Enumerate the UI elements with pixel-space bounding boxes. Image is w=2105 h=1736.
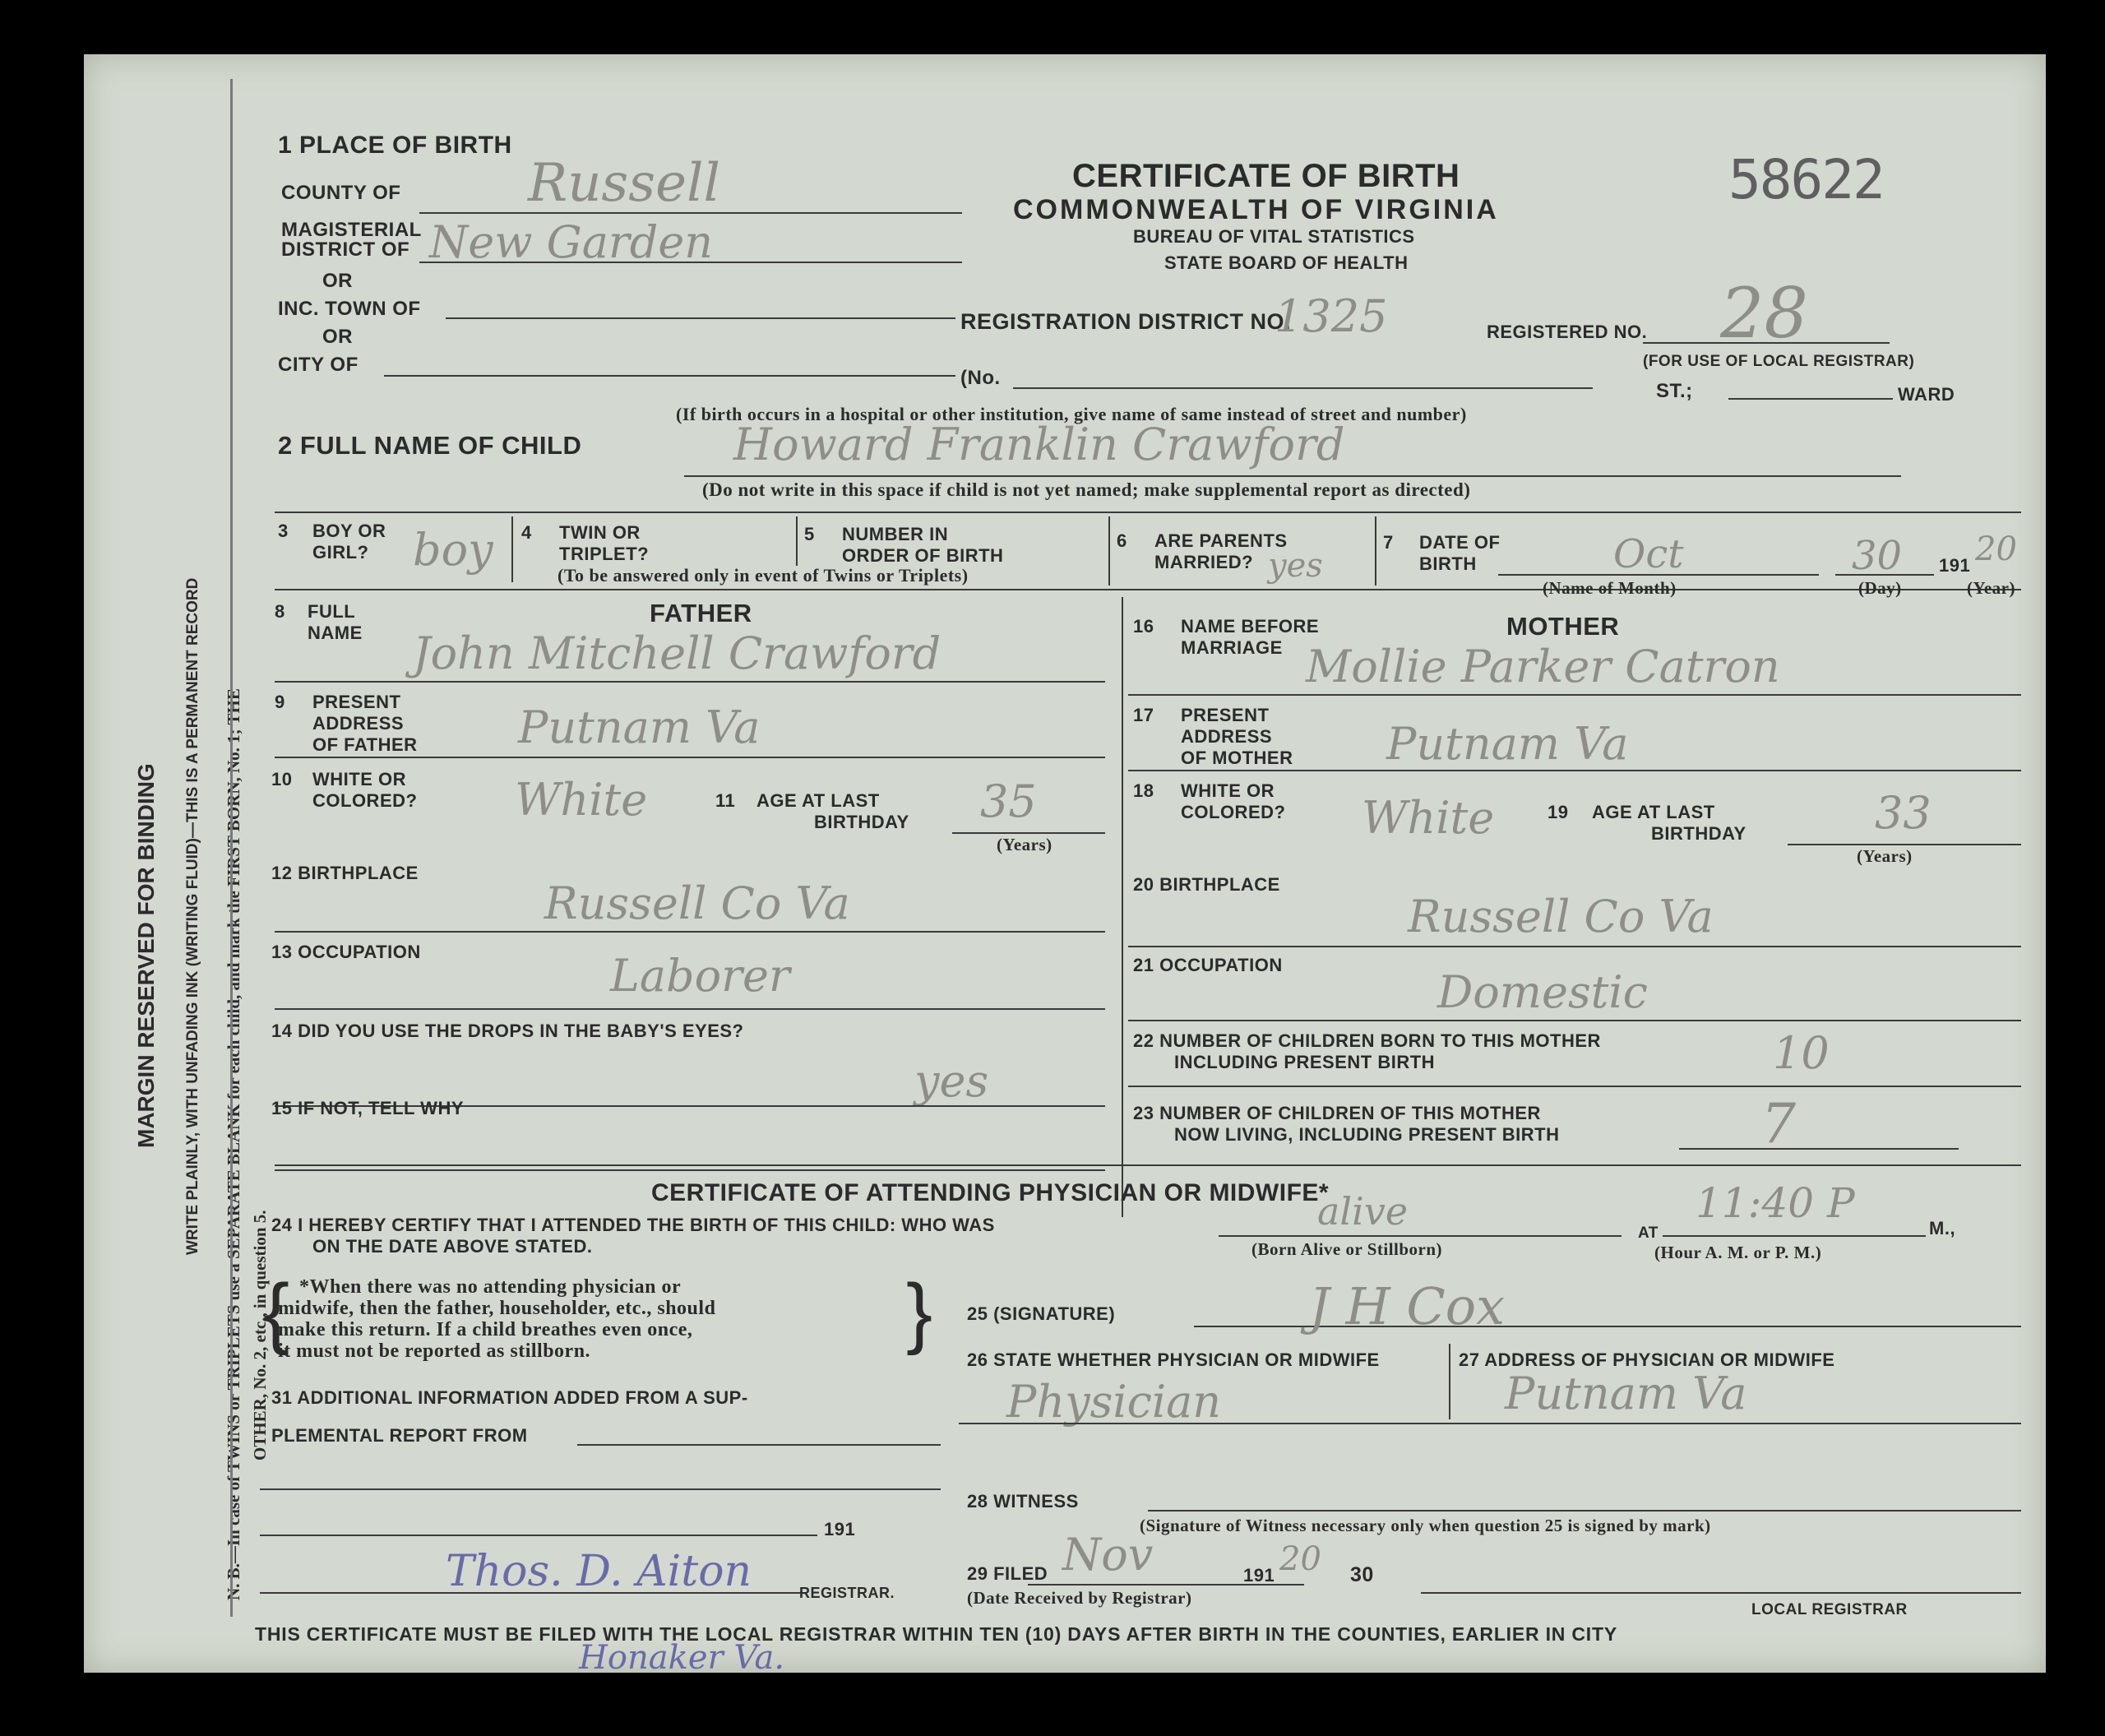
item-18-num: 18 [1133, 780, 1154, 801]
married-label-2: MARRIED? [1154, 552, 1254, 572]
year-note: (Year) [1967, 578, 2015, 598]
additional-info-label-1: 31 ADDITIONAL INFORMATION ADDED FROM A SUP- [271, 1387, 748, 1408]
section-26-27-divider [1449, 1344, 1450, 1419]
children-born-value: 10 [1773, 1027, 1830, 1079]
mother-name-value: Mollie Parker Catron [1306, 641, 1780, 692]
physician-type-value: Physician [1006, 1376, 1222, 1428]
order-label-2: ORDER OF BIRTH [842, 545, 1004, 566]
item-19-num: 19 [1548, 802, 1569, 822]
drops-label: 14 DID YOU USE THE DROPS IN THE BABY'S EYES? [271, 1021, 744, 1041]
registrar-label: REGISTRAR. [799, 1585, 895, 1601]
certificate-title: CERTIFICATE OF BIRTH [1072, 158, 1460, 194]
margin-binding-text: MARGIN RESERVED FOR BINDING [133, 763, 159, 1148]
mother-occupation-label: 21 OCCUPATION [1133, 955, 1283, 975]
item-7-num: 7 [1383, 532, 1394, 553]
filed-day-value: 30 [1350, 1563, 1374, 1586]
children-living-line [1679, 1148, 1959, 1150]
additional-info-label-2: PLEMENTAL REPORT FROM [271, 1425, 528, 1446]
day-note: (Day) [1858, 578, 1902, 598]
item-4-num: 4 [521, 522, 532, 543]
physician-heading: CERTIFICATE OF ATTENDING PHYSICIAN OR MIDWIFE* [651, 1179, 1330, 1206]
st-label: ST.; [1656, 380, 1693, 402]
father-years-note: (Years) [997, 835, 1052, 854]
registrar-signature: Thos. D. Aiton [446, 1547, 752, 1596]
margin-note-2: OTHER, No. 2, etc., in question 5. [250, 1210, 270, 1461]
father-color-value: White [515, 774, 648, 826]
row3-divider-3 [1108, 516, 1110, 586]
footnote-line-1: *When there was no attending physician or [299, 1276, 682, 1298]
children-born-label-1: 22 NUMBER OF CHILDREN BORN TO THIS MOTHER [1133, 1030, 1601, 1051]
row3-divider-2 [796, 516, 798, 566]
mother-occupation-line [1128, 1020, 2021, 1021]
father-birthplace-value: Russell Co Va [544, 877, 850, 929]
filed-month-value: Nov [1062, 1529, 1154, 1581]
county-label: COUNTY OF [281, 182, 401, 204]
dob-month-value: Oct [1613, 531, 1684, 577]
father-name-line [275, 681, 1105, 683]
footnote-line-3: make this return. If a child breathes even once, [278, 1319, 693, 1340]
item-17-num: 17 [1133, 705, 1154, 725]
footnote-brace-right: } [906, 1268, 933, 1356]
or-label-2: OR [322, 326, 353, 348]
children-living-label-2: NOW LIVING, INCLUDING PRESENT BIRTH [1174, 1124, 1560, 1145]
father-name-label-1: FULL [308, 601, 356, 622]
child-name-label: 2 FULL NAME OF CHILD [278, 431, 582, 460]
mother-color-label-2: COLORED? [1181, 802, 1286, 822]
ward-label: WARD [1898, 384, 1955, 405]
certificate-paper [84, 54, 2046, 1677]
mother-name-label-2: MARRIAGE [1181, 637, 1283, 658]
filed-year-suffix: 20 [1279, 1540, 1321, 1578]
registrar-line [260, 1592, 803, 1594]
mother-years-note: (Years) [1857, 846, 1913, 866]
dob-label-2: BIRTH [1419, 553, 1477, 574]
father-color-label-1: WHITE OR [312, 769, 406, 789]
father-birthplace-label: 12 BIRTHPLACE [271, 863, 419, 883]
father-addr-line [275, 757, 1105, 758]
dob-label-1: DATE OF [1419, 532, 1501, 553]
place-heading: 1 PLACE OF BIRTH [278, 132, 512, 159]
if-not-label: 15 IF NOT, TELL WHY [271, 1098, 465, 1118]
witness-note: (Signature of Witness necessary only when question 25 is signed by mark) [1140, 1516, 1711, 1535]
mother-addr-line [1128, 770, 2021, 771]
mother-addr-value: Putnam Va [1386, 718, 1629, 770]
dob-year-suffix: 20 [1975, 530, 2017, 568]
mother-birthplace-line [1128, 946, 2021, 947]
boy-girl-label-2: GIRL? [312, 542, 369, 562]
item-8-num: 8 [275, 601, 285, 622]
dob-day-value: 30 [1852, 533, 1903, 579]
board-label: STATE BOARD OF HEALTH [1164, 252, 1409, 273]
children-born-line [1128, 1086, 2021, 1087]
additional-line-1 [577, 1444, 941, 1446]
filed-year-prefix: 191 [1243, 1565, 1275, 1586]
certify-text-2: ON THE DATE ABOVE STATED. [312, 1236, 593, 1257]
month-note: (Name of Month) [1543, 578, 1677, 598]
father-name-label-2: NAME [308, 623, 363, 643]
footnote-line-4: it must not be reported as stillborn. [278, 1340, 591, 1362]
mother-birthplace-label: 20 BIRTHPLACE [1133, 874, 1280, 895]
child-name-value: Howard Franklin Crawford [733, 419, 1345, 470]
footer-text: THIS CERTIFICATE MUST BE FILED WITH THE LOCAL REGISTRAR WITHIN TEN (10) DAYS AFTER BIRTH IN THE COUNTIES, EARLIER IN CITY [255, 1623, 1617, 1645]
row3-bottom-rule [275, 589, 2021, 590]
mother-occupation-value: Domestic [1437, 966, 1648, 1018]
city-label: CITY OF [278, 354, 359, 376]
mother-addr-label-2: ADDRESS [1181, 726, 1273, 747]
father-color-label-2: COLORED? [312, 790, 418, 811]
witness-label: 28 WITNESS [967, 1491, 1079, 1511]
certificate-number: 58622 [1728, 148, 1884, 211]
certificate-subtitle: COMMONWEALTH OF VIRGINIA [1013, 194, 1499, 225]
footnote-brace-left: { [263, 1268, 290, 1356]
registrar-stamp: Honaker Va. [579, 1639, 785, 1677]
physician-top-rule [275, 1164, 2021, 1166]
m-label: M., [1929, 1218, 1956, 1238]
footnote-line-2: midwife, then the father, householder, etc., should [278, 1298, 716, 1319]
drops-value: yes [914, 1055, 989, 1107]
reg-district-label: REGISTRATION DISTRICT NO. [960, 309, 1291, 334]
twin-label-2: TRIPLET? [559, 544, 650, 564]
father-occupation-line [275, 1008, 1105, 1010]
margin-rule [230, 79, 233, 1617]
bureau-label: BUREAU OF VITAL STATISTICS [1133, 226, 1415, 247]
item-16-num: 16 [1133, 616, 1154, 637]
father-age-label-2: BIRTHDAY [814, 812, 909, 832]
if-not-line [275, 1169, 1105, 1171]
father-occupation-value: Laborer [610, 950, 790, 1002]
reg-district-value: 1325 [1275, 290, 1388, 342]
row3-divider-4 [1375, 516, 1376, 586]
item-3-num: 3 [278, 521, 289, 541]
mother-name-label-1: NAME BEFORE [1181, 616, 1320, 637]
center-divider [1122, 597, 1123, 1217]
father-addr-label-3: OF FATHER [312, 734, 418, 755]
mother-age-value: 33 [1875, 787, 1932, 839]
mother-name-line [1128, 694, 2021, 696]
magisterial-label-1: MAGISTERIAL [281, 219, 422, 241]
father-birthplace-line [275, 931, 1105, 933]
no-label: (No. [960, 367, 1001, 389]
father-addr-label-2: ADDRESS [312, 713, 405, 734]
father-addr-value: Putnam Va [518, 701, 761, 753]
twin-note: (To be answered only in event of Twins or Triplets) [557, 565, 969, 586]
born-line [1219, 1235, 1622, 1237]
father-heading: FATHER [650, 599, 752, 627]
signature-value: J H Cox [1309, 1276, 1506, 1336]
order-label-1: NUMBER IN [842, 524, 949, 544]
item-6-num: 6 [1117, 530, 1127, 551]
or-label-1: OR [322, 270, 353, 292]
margin-ink-text: WRITE PLAINLY, WITH UNFADING INK (WRITING FLUID)—THIS IS A PERMANENT RECORD [184, 577, 201, 1255]
born-note: (Born Alive or Stillborn) [1251, 1239, 1443, 1259]
additional-line-2 [260, 1488, 941, 1490]
county-value: Russell [528, 153, 720, 214]
child-name-line [684, 475, 1901, 477]
local-registrar-note: (FOR USE OF LOCAL REGISTRAR) [1643, 353, 1915, 370]
mother-heading: MOTHER [1506, 612, 1620, 641]
mother-color-value: White [1362, 792, 1495, 844]
item-9-num: 9 [275, 692, 285, 712]
children-living-value: 7 [1761, 1092, 1796, 1155]
mother-age-label-1: AGE AT LAST [1592, 802, 1715, 822]
witness-line [1148, 1510, 2021, 1511]
boy-girl-value: boy [413, 524, 493, 576]
father-age-value: 35 [980, 775, 1037, 827]
item-5-num: 5 [804, 524, 815, 544]
additional-year-label: 191 [824, 1519, 856, 1539]
magisterial-label-2: DISTRICT OF [281, 238, 410, 261]
mother-addr-label-1: PRESENT [1181, 705, 1270, 725]
physician-address-value: Putnam Va [1505, 1368, 1747, 1419]
inc-town-label: INC. TOWN OF [278, 298, 421, 320]
hour-note: (Hour A. M. or P. M.) [1654, 1243, 1822, 1262]
mother-addr-label-3: OF MOTHER [1181, 748, 1293, 768]
dob-year-prefix: 191 [1939, 555, 1971, 576]
married-value: yes [1268, 547, 1323, 585]
local-registrar-line [1421, 1592, 2021, 1594]
inc-town-line [446, 317, 955, 319]
father-age-label-1: AGE AT LAST [756, 790, 880, 811]
local-registrar-label: LOCAL REGISTRAR [1751, 1601, 1908, 1618]
at-label: AT [1638, 1224, 1659, 1242]
father-name-value: John Mitchell Crawford [413, 627, 941, 679]
married-label-1: ARE PARENTS [1154, 530, 1288, 551]
signature-label: 25 (SIGNATURE) [967, 1303, 1116, 1324]
hospital-note: (If birth occurs in a hospital or other institution, give name of same instead of street and number) [676, 404, 1467, 424]
filed-note: (Date Received by Registrar) [967, 1588, 1192, 1608]
father-addr-label-1: PRESENT [312, 692, 401, 712]
registered-label: REGISTERED NO. [1487, 322, 1648, 342]
additional-line-3 [260, 1535, 817, 1536]
ward-line [1728, 398, 1893, 400]
margin-note-1: N. B.—In case of TWINS or TRIPLETS use a SEPARATE BLANK for each child, and mark the FIRST BORN, No. 1; THE [224, 688, 243, 1600]
mother-birthplace-value: Russell Co Va [1408, 891, 1714, 942]
city-line [384, 375, 955, 377]
row3-divider-1 [511, 516, 513, 582]
hour-line [1663, 1235, 1926, 1237]
registered-value: 28 [1720, 273, 1808, 354]
certify-text-1: 24 I HEREBY CERTIFY THAT I ATTENDED THE BIRTH OF THIS CHILD: WHO WAS [271, 1215, 995, 1235]
physician-address-label: 27 ADDRESS OF PHYSICIAN OR MIDWIFE [1459, 1349, 1835, 1370]
physician-line [959, 1423, 2021, 1424]
hour-value: 11:40 P [1696, 1179, 1855, 1227]
child-name-note: (Do not write in this space if child is not yet named; make supplemental report as directed) [702, 479, 1471, 500]
twin-label-1: TWIN OR [559, 522, 641, 543]
boy-girl-label-1: BOY OR [312, 521, 386, 541]
father-occupation-label: 13 OCCUPATION [271, 942, 421, 962]
physician-or-midwife-label: 26 STATE WHETHER PHYSICIAN OR MIDWIFE [967, 1349, 1380, 1370]
born-value: alive [1317, 1189, 1409, 1234]
mother-age-label-2: BIRTHDAY [1651, 823, 1746, 844]
children-born-label-2: INCLUDING PRESENT BIRTH [1174, 1052, 1436, 1072]
magisterial-value: New Garden [429, 216, 714, 268]
item-11-num: 11 [715, 790, 736, 811]
no-line [1013, 387, 1593, 389]
row3-top-rule [275, 512, 2021, 513]
filed-label: 29 FILED [967, 1563, 1048, 1584]
children-living-label-1: 23 NUMBER OF CHILDREN OF THIS MOTHER [1133, 1103, 1541, 1123]
item-10-num: 10 [271, 769, 293, 789]
mother-color-label-1: WHITE OR [1181, 780, 1275, 801]
